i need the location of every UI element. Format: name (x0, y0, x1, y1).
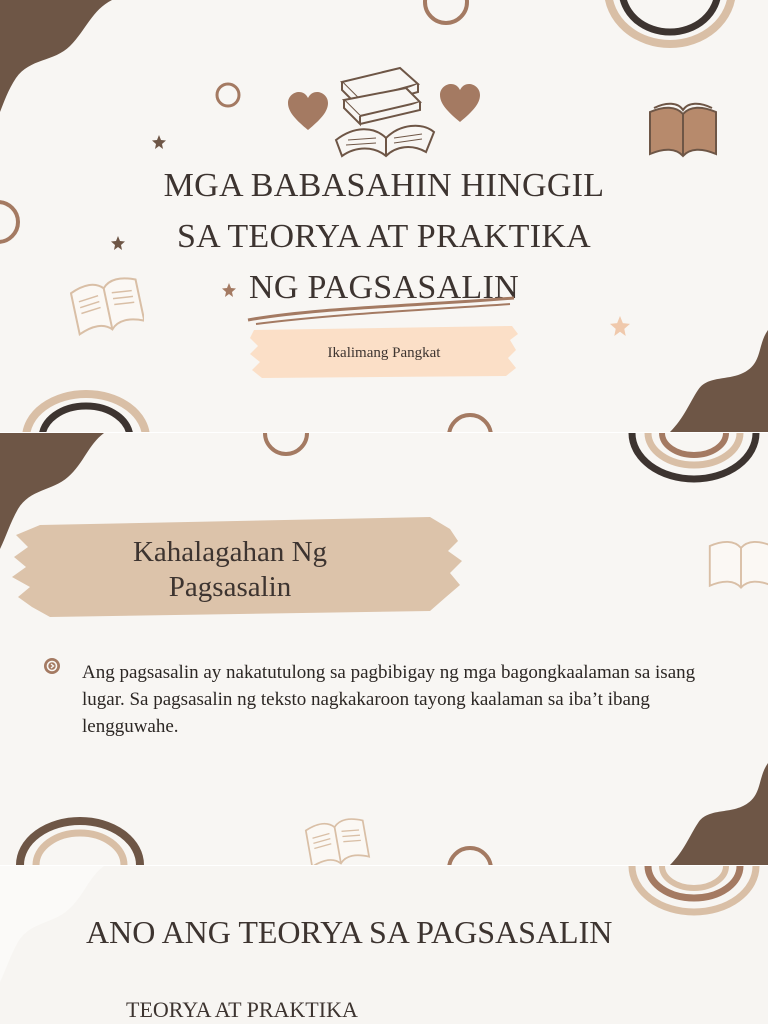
corner-blob-bottom-right (668, 763, 768, 865)
open-book-icon (646, 98, 720, 162)
slide-subtitle: Ikalimang Pangkat (327, 345, 441, 361)
ring-top (260, 433, 312, 461)
star-icon (152, 135, 166, 149)
rainbow-arcs-top-right (626, 866, 762, 918)
ring-top (420, 0, 472, 28)
open-book-icon (70, 272, 144, 336)
rainbow-arcs-top-right (600, 0, 740, 48)
book-stack-icon (330, 60, 440, 165)
rainbow-arcs-bottom-left (14, 817, 146, 865)
bullet-paragraph: Ang pagsasalin ay nakatutulong sa pagbibigay ng mga bagongkaalaman sa isang lugar. Sa pagsasalin ng teksto nagkakaroon tayong kaalaman sa iba’t ibang lengguwahe. (82, 662, 696, 737)
rainbow-arcs-top-right (626, 433, 762, 485)
section-slide[interactable] (0, 866, 768, 1024)
heart-icon (438, 82, 482, 124)
star-icon (111, 236, 125, 250)
ring-small (214, 81, 242, 109)
slide-heading: Kahalagahan Ng Pagsasalin (132, 536, 328, 603)
ring-bottom (444, 843, 496, 865)
open-book-icon (706, 531, 768, 595)
ring-bottom (444, 410, 496, 432)
open-book-icon (300, 813, 374, 865)
title-slide[interactable] (0, 0, 768, 432)
corner-blob-bottom-right (668, 330, 768, 432)
corner-blob-top-left (0, 0, 120, 120)
slide-heading: ANO ANG TEORYA SA PAGSASALIN (86, 914, 613, 950)
heart-icon (286, 90, 330, 132)
ring-left-edge (0, 198, 26, 246)
rainbow-arcs-bottom-left (20, 388, 152, 432)
content-slide[interactable] (0, 433, 768, 865)
slide-subheading: TEORYA AT PRAKTIKA (126, 997, 358, 1022)
slide-title: MGA BABASAHIN HINGGIL SA TEORYA AT PRAKTIKA NG PAGSASALIN (163, 167, 605, 306)
bullet-icon (43, 657, 61, 675)
